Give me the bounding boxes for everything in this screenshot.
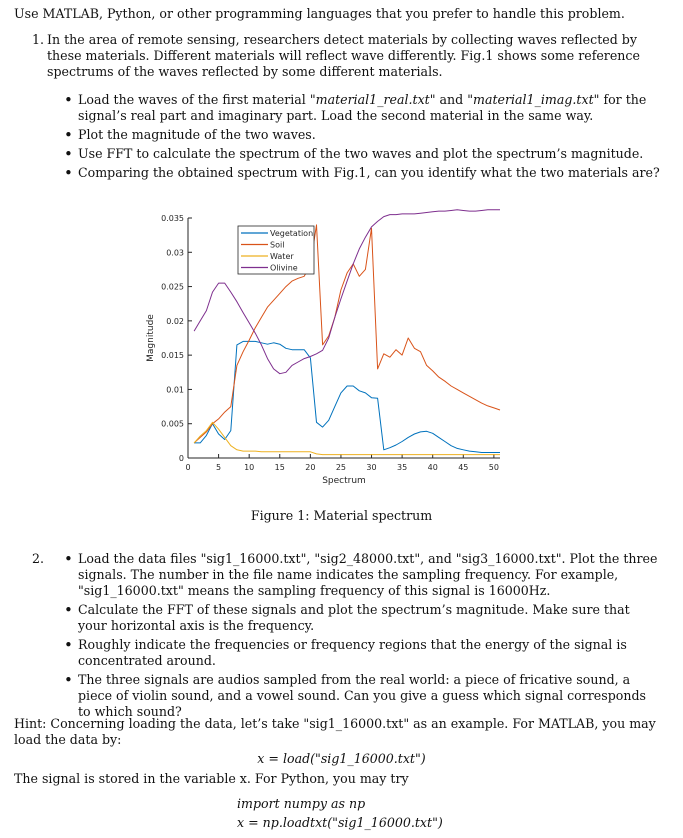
y-tick-label: 0.035 bbox=[161, 214, 184, 223]
y-tick-label: 0.03 bbox=[166, 248, 184, 258]
x-tick-label: 40 bbox=[427, 463, 438, 472]
legend-label-soil: Soil bbox=[270, 240, 285, 250]
q2-bullet-frequencies: • Roughly indicate the frequencies or frequency regions that the energy of the signal is concentrated around. bbox=[64, 637, 662, 669]
python-load-code: x = np.loadtxt("sig1_16000.txt") bbox=[237, 815, 443, 830]
legend-label-water: Water bbox=[270, 252, 294, 261]
q1-bullet-plot: • Plot the magnitude of the two waves. bbox=[64, 127, 662, 143]
legend-label-olivine: Olivine bbox=[270, 263, 298, 273]
question-1-number: 1. bbox=[32, 32, 45, 47]
filename-imag: "material1_imag.txt" bbox=[467, 92, 600, 107]
x-tick-label: 35 bbox=[397, 463, 408, 472]
matlab-code: x = load("sig1_16000.txt") bbox=[257, 751, 426, 766]
hint-text: Hint: Concerning loading the data, let’s take "sig1_16000.txt" as an example. For MATLAB, you may load the data by: bbox=[14, 716, 656, 747]
legend-label-vegetation: Vegetation bbox=[270, 229, 314, 238]
q1-bullet-fft: • Use FFT to calculate the spectrum of the two waves and plot the spectrum’s magnitude. bbox=[64, 146, 662, 162]
y-tick-label: 0.015 bbox=[161, 351, 184, 361]
x-tick-label: 45 bbox=[458, 463, 469, 472]
x-axis-label: Spectrum bbox=[322, 476, 366, 486]
x-tick-label: 0 bbox=[185, 463, 191, 472]
question-2-bullets bbox=[64, 551, 662, 723]
x-tick-label: 30 bbox=[366, 463, 377, 472]
material-spectrum-chart bbox=[140, 205, 510, 495]
series-line-water bbox=[194, 422, 500, 454]
q2-bullet-load: • Load the data files "sig1_16000.txt", "sig2_48000.txt", and "sig3_16000.txt". Plot the three signals. The number in the file name indicates the sampling frequency. For example, "sig1_16000.txt" means the sampling frequency of this signal is 16000Hz. bbox=[64, 551, 662, 599]
y-axis-label: Magnitude bbox=[146, 314, 156, 362]
x-tick-label: 5 bbox=[216, 463, 222, 472]
x-tick-label: 50 bbox=[488, 463, 499, 472]
intro-text: Use MATLAB, Python, or other programming languages that you prefer to handle this problem. bbox=[14, 6, 625, 21]
y-tick-label: 0 bbox=[178, 454, 184, 463]
x-tick-label: 25 bbox=[335, 463, 347, 472]
python-import-code: import numpy as np bbox=[237, 796, 366, 811]
filename-real: "material1_real.txt" bbox=[309, 92, 436, 107]
q1-bullet-load: • Load the waves of the first material "material1_real.txt" and "material1_imag.txt" for the signal’s real part and imaginary part. Load the second material in the same way. bbox=[64, 92, 662, 124]
question-1-text: In the area of remote sensing, researchers detect materials by collecting waves reflected by these materials. Different materials will reflect wave differently. Fig.1 shows some reference spectrums of the waves reflected by some different materials. bbox=[47, 32, 640, 79]
x-tick-label: 15 bbox=[274, 463, 285, 472]
y-tick-label: 0.02 bbox=[166, 316, 184, 326]
x-tick-label: 10 bbox=[244, 463, 255, 472]
figure-caption: Figure 1: Material spectrum bbox=[250, 508, 433, 523]
q2-bullet-fft: • Calculate the FFT of these signals and plot the spectrum’s magnitude. Make sure that your horizontal axis is the frequency. bbox=[64, 602, 662, 634]
q2-bullet-guess: • The three signals are audios sampled from the real world: a piece of fricative sound, a piece of violin sound, and a vowel sound. Can you give a guess which signal corresponds to which sound? bbox=[64, 672, 662, 720]
question-2-number: 2. bbox=[32, 551, 45, 566]
stored-variable-text: The signal is stored in the variable x. For Python, you may try bbox=[14, 771, 409, 786]
question-1-bullets bbox=[64, 92, 662, 184]
x-tick-label: 20 bbox=[305, 463, 316, 472]
y-tick-label: 0.01 bbox=[166, 385, 184, 395]
y-tick-label: 0.005 bbox=[161, 419, 184, 429]
y-tick-label: 0.025 bbox=[161, 282, 184, 292]
q1-bullet-compare: • Comparing the obtained spectrum with Fig.1, can you identify what the two materials are? bbox=[64, 165, 662, 181]
